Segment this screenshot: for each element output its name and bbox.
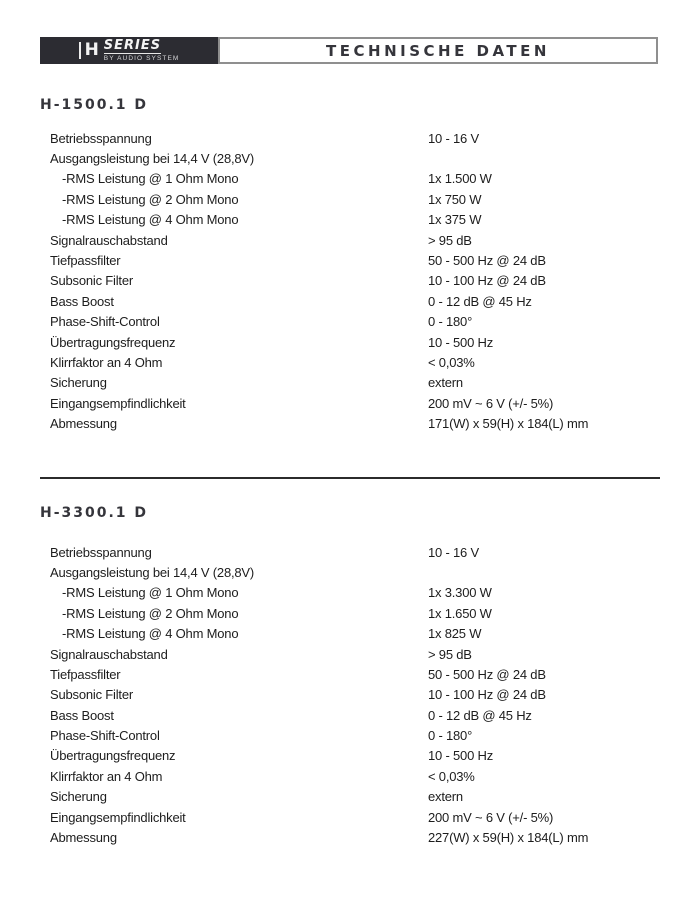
spec-row bbox=[50, 332, 676, 352]
spec-row bbox=[50, 210, 676, 230]
spec-row bbox=[50, 685, 676, 705]
spec-value: 200 mV ~ 6 V (+/- 5%) bbox=[428, 395, 554, 411]
spec-value: 10 - 100 Hz @ 24 dB bbox=[428, 273, 546, 289]
spec-row bbox=[50, 312, 676, 332]
spec-row bbox=[50, 603, 676, 623]
spec-label: -RMS Leistung @ 4 Ohm Mono bbox=[62, 212, 239, 228]
spec-row bbox=[50, 746, 676, 766]
spec-label: Bass Boost bbox=[50, 707, 114, 723]
spec-value: extern bbox=[428, 789, 463, 805]
spec-label: -RMS Leistung @ 2 Ohm Mono bbox=[62, 605, 239, 621]
spec-value: > 95 dB bbox=[428, 646, 472, 662]
spec-row bbox=[50, 271, 676, 291]
spec-label: Bass Boost bbox=[50, 293, 114, 309]
spec-value: 1x 1.650 W bbox=[428, 605, 492, 621]
spec-row bbox=[50, 542, 676, 562]
spec-label: -RMS Leistung @ 1 Ohm Mono bbox=[62, 585, 239, 601]
spec-label: Betriebsspannung bbox=[50, 130, 152, 146]
brand-logo bbox=[40, 37, 218, 64]
spec-label: Abmessung bbox=[50, 830, 117, 846]
spec-row bbox=[50, 787, 676, 807]
header-bar bbox=[40, 37, 658, 64]
spec-label: Signalrauschabstand bbox=[50, 232, 168, 248]
page-title-box bbox=[218, 37, 658, 64]
spec-value: 10 - 500 Hz bbox=[428, 748, 494, 764]
spec-label: Subsonic Filter bbox=[50, 687, 133, 703]
spec-value: 50 - 500 Hz @ 24 dB bbox=[428, 253, 546, 269]
spec-row bbox=[50, 644, 676, 664]
h-logo-icon: H bbox=[79, 42, 99, 59]
spec-row bbox=[50, 705, 676, 725]
spec-value: < 0,03% bbox=[428, 354, 475, 370]
spec-value: 1x 750 W bbox=[428, 191, 482, 207]
spec-value: 50 - 500 Hz @ 24 dB bbox=[428, 666, 546, 682]
spec-row bbox=[50, 583, 676, 603]
spec-row bbox=[50, 623, 676, 643]
spec-row bbox=[50, 664, 676, 684]
spec-row bbox=[50, 352, 676, 372]
model-heading: H-3300.1 D bbox=[40, 504, 149, 521]
spec-value: > 95 dB bbox=[428, 232, 472, 248]
spec-label: Phase-Shift-Control bbox=[50, 314, 160, 330]
spec-value: 200 mV ~ 6 V (+/- 5%) bbox=[428, 809, 554, 825]
model-heading: H-1500.1 D bbox=[40, 97, 149, 113]
spec-value: 1x 3.300 W bbox=[428, 585, 492, 601]
spec-value: 10 - 100 Hz @ 24 dB bbox=[428, 687, 546, 703]
spec-value: 0 - 180° bbox=[428, 728, 473, 744]
spec-label: Klirrfaktor an 4 Ohm bbox=[50, 354, 163, 370]
spec-label: Abmessung bbox=[50, 416, 117, 432]
spec-row bbox=[50, 128, 676, 148]
brand-logo-text bbox=[104, 39, 180, 62]
page-title: TECHNISCHE DATEN bbox=[326, 41, 550, 60]
spec-label: Klirrfaktor an 4 Ohm bbox=[50, 768, 163, 784]
spec-row bbox=[50, 189, 676, 209]
spec-label: -RMS Leistung @ 4 Ohm Mono bbox=[62, 626, 239, 642]
spec-label: Signalrauschabstand bbox=[50, 646, 168, 662]
spec-value: 10 - 16 V bbox=[428, 130, 479, 146]
spec-label: Subsonic Filter bbox=[50, 273, 133, 289]
spec-value: 0 - 12 dB @ 45 Hz bbox=[428, 293, 532, 309]
spec-label: Betriebsspannung bbox=[50, 544, 152, 560]
spec-label: Eingangsempfindlichkeit bbox=[50, 395, 186, 411]
spec-row bbox=[50, 148, 676, 168]
logo-byline-text: BY AUDIO SYSTEM bbox=[103, 55, 180, 62]
spec-value: 1x 375 W bbox=[428, 212, 482, 228]
spec-label: -RMS Leistung @ 1 Ohm Mono bbox=[62, 171, 239, 187]
spec-value: < 0,03% bbox=[428, 768, 475, 784]
spec-value: extern bbox=[428, 375, 463, 391]
spec-row bbox=[50, 725, 676, 745]
spec-row bbox=[50, 766, 676, 786]
spec-value: 1x 825 W bbox=[428, 626, 482, 642]
spec-label: Übertragungsfrequenz bbox=[50, 334, 176, 350]
spec-row bbox=[50, 807, 676, 827]
spec-label: Tiefpassfilter bbox=[50, 253, 121, 269]
spec-value: 10 - 500 Hz bbox=[428, 334, 494, 350]
spec-label: Sicherung bbox=[50, 375, 107, 391]
spec-label: Tiefpassfilter bbox=[50, 666, 121, 682]
spec-row bbox=[50, 827, 676, 847]
spec-label: Sicherung bbox=[50, 789, 107, 805]
spec-value: 10 - 16 V bbox=[428, 544, 479, 560]
spec-value: 171(W) x 59(H) x 184(L) mm bbox=[428, 416, 589, 432]
logo-series-text: SERIES bbox=[103, 38, 162, 53]
spec-table bbox=[50, 128, 676, 434]
spec-value: 0 - 180° bbox=[428, 314, 473, 330]
spec-value: 227(W) x 59(H) x 184(L) mm bbox=[428, 830, 589, 846]
spec-row bbox=[50, 291, 676, 311]
spec-row bbox=[50, 373, 676, 393]
spec-label: Übertragungsfrequenz bbox=[50, 748, 176, 764]
spec-row bbox=[50, 250, 676, 270]
spec-label: Ausgangsleistung bei 14,4 V (28,8V) bbox=[50, 564, 255, 580]
spec-label: Phase-Shift-Control bbox=[50, 728, 160, 744]
spec-row bbox=[50, 230, 676, 250]
spec-row bbox=[50, 393, 676, 413]
spec-label: -RMS Leistung @ 2 Ohm Mono bbox=[62, 191, 239, 207]
spec-row bbox=[50, 169, 676, 189]
spec-label: Ausgangsleistung bei 14,4 V (28,8V) bbox=[50, 151, 255, 167]
spec-value: 1x 1.500 W bbox=[428, 171, 492, 187]
spec-table bbox=[50, 542, 676, 848]
spec-label: Eingangsempfindlichkeit bbox=[50, 809, 186, 825]
spec-section bbox=[0, 97, 676, 434]
section-divider bbox=[40, 477, 660, 479]
spec-sections bbox=[0, 64, 676, 848]
spec-row bbox=[50, 413, 676, 433]
spec-section bbox=[0, 505, 676, 848]
spec-row bbox=[50, 562, 676, 582]
spec-value: 0 - 12 dB @ 45 Hz bbox=[428, 707, 532, 723]
